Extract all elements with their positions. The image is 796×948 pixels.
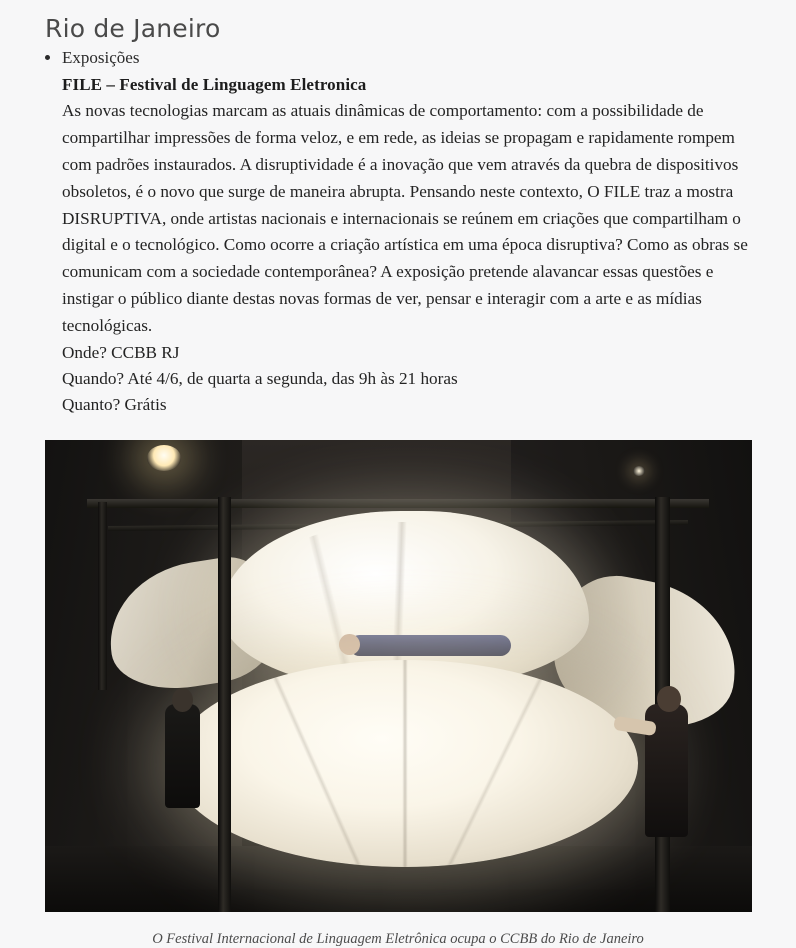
visitor-right-head bbox=[657, 686, 681, 712]
section-list bbox=[40, 46, 756, 418]
detail-when: Quando? Até 4/6, de quarta a segunda, das 9h às 21 horas bbox=[62, 368, 458, 388]
section-label: Exposições bbox=[62, 48, 140, 67]
detail-price: Quanto? Grátis bbox=[62, 395, 167, 415]
figure-caption: O Festival Internacional de Linguagem Eletrônica ocupa o CCBB do Rio de Janeiro bbox=[152, 931, 644, 948]
event-description: As novas tecnologias marcam as atuais dinâmicas de comportamento: com a possibilidade de compartilhar impressões de forma veloz, e em rede, as ideias se propagam e rapidamente rompem com padrões instaurados. A disruptividade é a inovação que vem através da quebra de dispositivos obsoletos, é o novo que surge de maneira abrupta. Pensando neste contexto, O FILE traz a mostra DISRUPTIVA, onde artistas nacionais e internacionais se reúnem em criações que compartilham o digital e o tecnológico. Como ocorre a criação artística em uma época disruptiva? Como as obras se comunicam com a sociedade contemporânea? A exposição pretende alavancar essas questões e instigar o público diante destas novas formas de ver, pensar e interagir com a arte e as mídias tecnológicas. bbox=[62, 101, 748, 335]
ceiling-light-icon bbox=[147, 445, 181, 471]
person-lying-head bbox=[339, 634, 360, 656]
detail-where: Onde? CCBB RJ bbox=[62, 342, 180, 362]
visitor-left bbox=[165, 704, 200, 808]
page-title: Rio de Janeiro bbox=[45, 14, 221, 43]
list-item bbox=[62, 46, 756, 418]
support-post-0 bbox=[98, 502, 107, 691]
event-title: FILE – Festival de Linguagem Eletronica bbox=[62, 74, 367, 94]
ceiling-truss bbox=[87, 499, 709, 508]
inflatable-base bbox=[172, 660, 639, 868]
photo-scene bbox=[45, 440, 752, 912]
installation-photo bbox=[45, 440, 752, 912]
person-lying bbox=[349, 635, 512, 657]
support-post-1 bbox=[218, 497, 231, 912]
article-figure bbox=[40, 440, 756, 948]
